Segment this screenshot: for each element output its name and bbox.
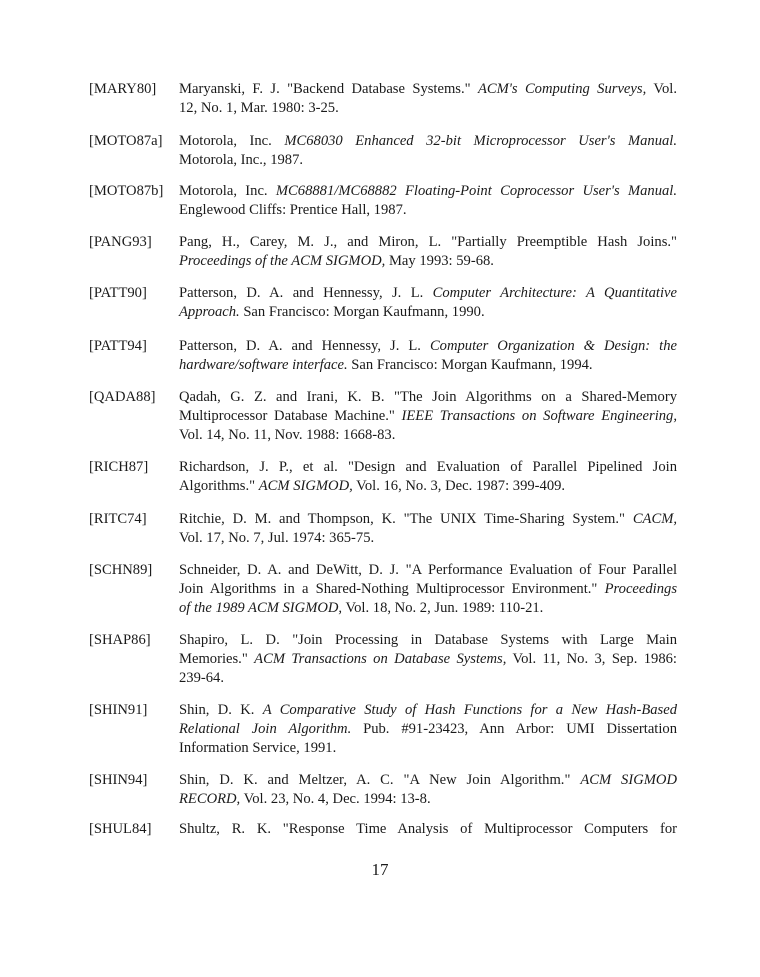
reference-text: Vol. 16, No. 3, Dec. 1987: 399-409. <box>352 478 566 494</box>
reference-line <box>179 252 677 271</box>
reference-key: [RITC74] <box>89 511 147 527</box>
page-number: 17 <box>371 860 389 879</box>
reference-text: 12, No. 1, Mar. 1980: 3-25. <box>179 100 339 116</box>
reference-text: Pub. #91-23423, Ann Arbor: UMI Dissertation <box>351 721 677 737</box>
reference-title-text: MC68030 Enhanced 32-bit Microprocessor User's Manual. <box>284 133 677 149</box>
reference-line <box>179 233 677 252</box>
reference-body <box>179 132 677 170</box>
reference-text: Multiprocessor Database Machine." <box>179 408 402 424</box>
reference-key: [MARY80] <box>89 81 157 97</box>
reference-body <box>179 561 677 618</box>
reference-body <box>179 510 677 548</box>
reference-body <box>179 80 677 118</box>
reference-key: [PATT90] <box>89 285 147 301</box>
reference-title-text: ACM SIGMOD <box>580 772 677 788</box>
reference-text: Shultz, R. K. "Response Time Analysis of Multiprocessor Computers for <box>179 821 677 837</box>
reference-body <box>179 458 677 496</box>
reference-line <box>179 99 677 118</box>
reference-entry <box>0 388 760 445</box>
reference-text: Maryanski, F. J. "Backend Database Systems." <box>179 81 478 97</box>
reference-title-text: ACM's Computing Surveys, <box>477 81 647 97</box>
reference-title-text: of the 1989 ACM SIGMOD, <box>179 600 343 616</box>
reference-text: Ritchie, D. M. and Thompson, K. "The UNIX Time-Sharing System." <box>179 511 633 527</box>
reference-body <box>179 631 677 688</box>
reference-line <box>179 650 677 669</box>
reference-title-text: IEEE Transactions on Software Engineering, <box>401 408 677 424</box>
reference-text: Englewood Cliffs: Prentice Hall, 1987. <box>179 202 407 218</box>
reference-body <box>179 284 677 322</box>
reference-text: Vol. 18, No. 2, Jun. 1989: 110-21. <box>342 600 544 616</box>
reference-text: Shin, D. K. and Meltzer, A. C. "A New Join Algorithm." <box>179 772 581 788</box>
reference-line <box>179 529 677 548</box>
reference-title-text: ACM SIGMOD, <box>258 478 353 494</box>
reference-entry <box>0 820 760 839</box>
reference-text: Join Algorithms in a Shared-Nothing Multiprocessor Environment." <box>179 581 605 597</box>
reference-key: [RICH87] <box>89 459 149 475</box>
reference-title-text: ACM Transactions on Database Systems, <box>254 651 507 667</box>
reference-key: [MOTO87b] <box>89 183 164 199</box>
reference-key: [PATT94] <box>89 338 147 354</box>
reference-line <box>179 820 677 839</box>
reference-text: Vol. 14, No. 11, Nov. 1988: 1668-83. <box>179 427 396 443</box>
reference-text: Motorola, Inc., 1987. <box>179 152 304 168</box>
reference-line <box>179 337 677 356</box>
reference-text: Richardson, J. P., et al. "Design and Evaluation of Parallel Pipelined Join <box>179 459 677 475</box>
reference-line <box>179 771 677 790</box>
reference-title-text: MC68881/MC68882 Floating-Point Coprocessor User's Manual. <box>275 183 677 199</box>
reference-line <box>179 669 677 688</box>
reference-title-text: Proceedings of the ACM SIGMOD, <box>179 253 386 269</box>
reference-line <box>179 561 677 580</box>
reference-text: Schneider, D. A. and DeWitt, D. J. "A Performance Evaluation of Four Parallel <box>179 562 677 578</box>
reference-line <box>179 458 677 477</box>
reference-entry <box>0 771 760 809</box>
reference-entry <box>0 284 760 322</box>
reference-line <box>179 132 677 151</box>
reference-text: San Francisco: Morgan Kaufmann, 1990. <box>239 304 485 320</box>
reference-line <box>179 477 677 496</box>
reference-title-text: CACM, <box>632 511 677 527</box>
reference-text: Shapiro, L. D. "Join Processing in Database Systems with Large Main <box>179 632 677 648</box>
reference-key: [PANG93] <box>89 234 152 250</box>
reference-text: Vol. 17, No. 7, Jul. 1974: 365-75. <box>179 530 375 546</box>
reference-body <box>179 771 677 809</box>
reference-key: [SHUL84] <box>89 821 152 837</box>
reference-line <box>179 388 677 407</box>
reference-title-text: Computer Organization & Design: the <box>429 338 677 354</box>
reference-text: Vol. 23, No. 4, Dec. 1994: 13-8. <box>240 791 431 807</box>
reference-line <box>179 599 677 618</box>
reference-line <box>179 631 677 650</box>
reference-body <box>179 701 677 758</box>
reference-line <box>179 182 677 201</box>
reference-title-text: Approach. <box>179 304 240 320</box>
reference-title-text: A Comparative Study of Hash Functions for a New Hash-Based <box>262 702 677 718</box>
reference-text: Qadah, G. Z. and Irani, K. B. "The Join Algorithms on a Shared-Memory <box>179 389 677 405</box>
reference-title-text: RECORD, <box>179 791 241 807</box>
reference-line <box>179 407 677 426</box>
reference-text: San Francisco: Morgan Kaufmann, 1994. <box>347 357 593 373</box>
reference-key: [SCHN89] <box>89 562 153 578</box>
reference-entry <box>0 701 760 758</box>
reference-title-text: Computer Architecture: A Quantitative <box>432 285 677 301</box>
reference-entry <box>0 510 760 548</box>
reference-entry <box>0 458 760 496</box>
reference-body <box>179 388 677 445</box>
reference-text: Information Service, 1991. <box>179 740 337 756</box>
reference-line <box>179 151 677 170</box>
reference-body <box>179 233 677 271</box>
reference-entry <box>0 132 760 170</box>
reference-line <box>179 701 677 720</box>
reference-line <box>179 510 677 529</box>
reference-text: Motorola, Inc. <box>179 183 276 199</box>
reference-body <box>179 182 677 220</box>
reference-line <box>179 284 677 303</box>
reference-text: Patterson, D. A. and Hennessy, J. L. <box>179 338 430 354</box>
reference-text: Shin, D. K. <box>179 702 263 718</box>
reference-line <box>179 426 677 445</box>
reference-entry <box>0 337 760 375</box>
reference-title-text: hardware/software interface. <box>179 357 348 373</box>
reference-entry <box>0 631 760 688</box>
reference-title-text: Relational Join Algorithm. <box>179 721 352 737</box>
reference-text: Pang, H., Carey, M. J., and Miron, L. "Partially Preemptible Hash Joins." <box>179 234 677 250</box>
reference-entry <box>0 233 760 271</box>
reference-line <box>179 580 677 599</box>
reference-key: [SHAP86] <box>89 632 151 648</box>
reference-line <box>179 80 677 99</box>
reference-key: [SHIN94] <box>89 772 148 788</box>
reference-text: Motorola, Inc. <box>179 133 285 149</box>
reference-text: May 1993: 59-68. <box>385 253 494 269</box>
reference-line <box>179 303 677 322</box>
reference-title-text: Proceedings <box>604 581 677 597</box>
reference-text: Patterson, D. A. and Hennessy, J. L. <box>179 285 433 301</box>
reference-line <box>179 356 677 375</box>
reference-key: [MOTO87a] <box>89 133 163 149</box>
reference-body <box>179 337 677 375</box>
reference-key: [SHIN91] <box>89 702 148 718</box>
reference-line <box>179 720 677 739</box>
reference-entry <box>0 80 760 118</box>
reference-key: [QADA88] <box>89 389 156 405</box>
reference-text: Vol. 11, No. 3, Sep. 1986: <box>506 651 677 667</box>
reference-line <box>179 739 677 758</box>
reference-entry <box>0 182 760 220</box>
reference-text: 239-64. <box>179 670 224 686</box>
reference-text: Memories." <box>179 651 255 667</box>
reference-body <box>179 820 677 839</box>
reference-line <box>179 790 677 809</box>
reference-text: Algorithms." <box>179 478 259 494</box>
reference-text: Vol. <box>646 81 677 97</box>
reference-entry <box>0 561 760 618</box>
reference-line <box>179 201 677 220</box>
